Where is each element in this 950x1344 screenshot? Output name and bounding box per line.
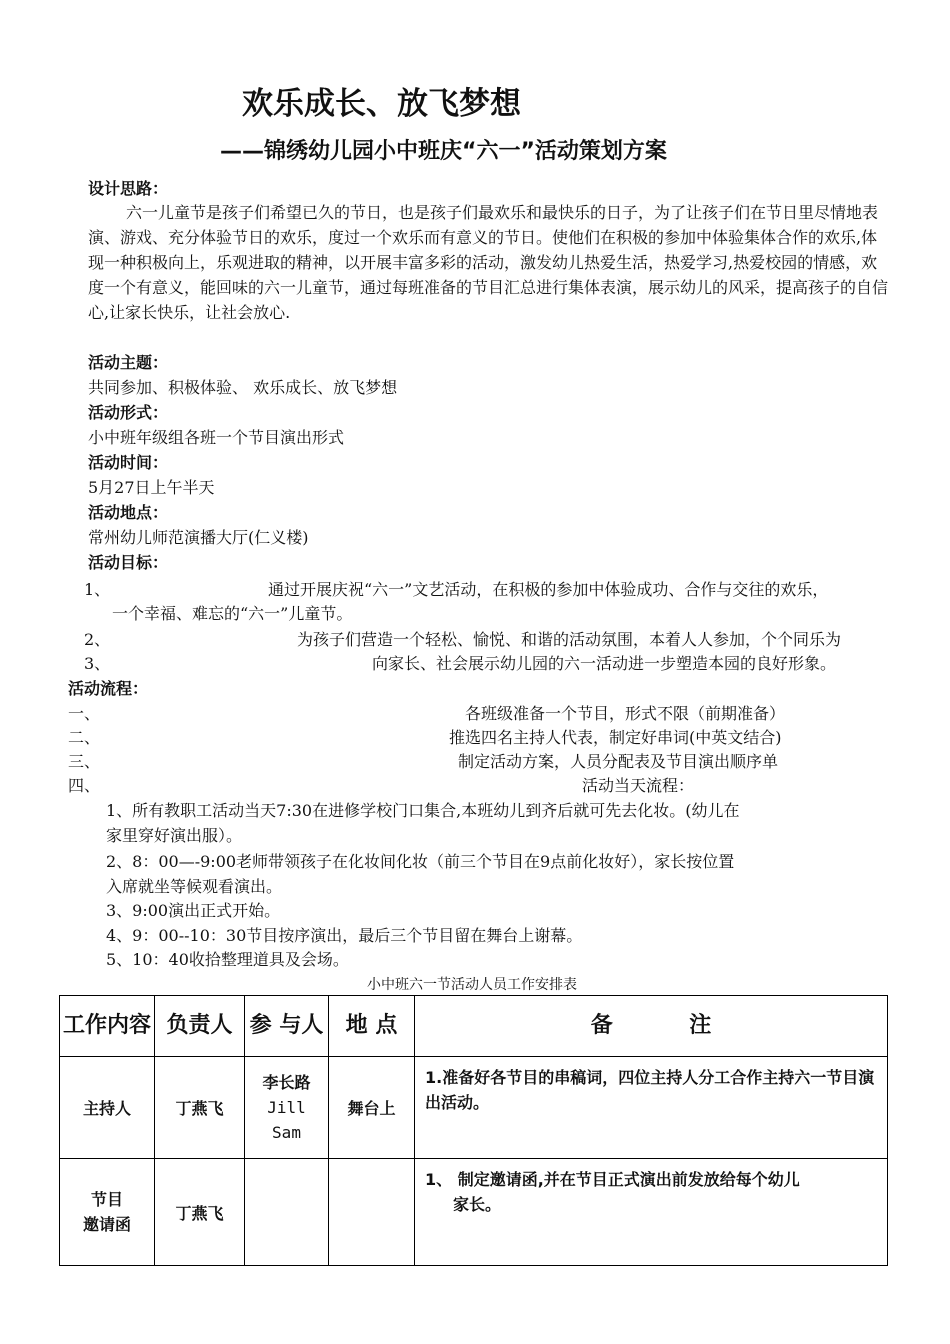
header-work: 工作内容 xyxy=(60,996,155,1057)
goal-3-num: 3、 xyxy=(84,654,111,673)
cell-work: 主持人 xyxy=(60,1057,155,1159)
day-step-5: 5、10：40收拾整理道具及会场。 xyxy=(106,950,349,969)
goal-1-text: 通过开展庆祝“六一”文艺活动，在积极的参加中体验成功、合作与交往的欢乐， xyxy=(268,580,829,599)
table-row xyxy=(60,1159,888,1266)
day-step-3: 3、9:00演出正式开始。 xyxy=(106,901,281,920)
cell-place xyxy=(329,1159,415,1266)
goals-heading: 活动目标： xyxy=(88,553,169,572)
place-heading: 活动地点： xyxy=(88,503,169,522)
header-members: 参 与人 xyxy=(245,996,329,1057)
member-name: Jill xyxy=(267,1098,306,1117)
staff-schedule-table xyxy=(59,995,888,1266)
day-step-2: 2、8：00—-9:00老师带领孩子在化妆间化妆（前三个节目在9点前化妆好），家长按位置 xyxy=(106,852,735,871)
form-heading: 活动形式： xyxy=(88,403,169,422)
design-heading: 设计思路： xyxy=(88,179,169,198)
theme-text: 共同参加、积极体验、 欢乐成长、放飞梦想 xyxy=(88,378,398,397)
process-3-text: 制定活动方案，人员分配表及节目演出顺序单 xyxy=(458,752,779,771)
goal-1-num: 1、 xyxy=(84,580,111,599)
day-step-4: 4、9：00--10：30节目按序演出，最后三个节目留在舞台上谢幕。 xyxy=(106,926,583,945)
process-1-text: 各班级准备一个节目，形式不限（前期准备） xyxy=(465,704,786,723)
header-notes: 备 注 xyxy=(415,996,888,1057)
goal-2-text: 为孩子们营造一个轻松、愉悦、和谐的活动氛围，本着人人参加，个个同乐为 xyxy=(297,630,842,649)
cell-lead: 丁燕飞 xyxy=(155,1159,245,1266)
goal-3-text: 向家长、社会展示幼儿园的六一活动进一步塑造本园的良好形象。 xyxy=(372,654,837,673)
document-title: 欢乐成长、放飞梦想 xyxy=(242,86,521,122)
day-step-2-cont: 入席就坐等候观看演出。 xyxy=(106,877,283,896)
process-3-num: 三、 xyxy=(68,752,101,771)
theme-heading: 活动主题： xyxy=(88,353,169,372)
process-4-num: 四、 xyxy=(68,776,101,795)
note-num: 1、 xyxy=(425,1170,453,1189)
cell-members xyxy=(245,1057,329,1159)
process-4-text: 活动当天流程： xyxy=(582,776,695,795)
time-text: 5月27日上午半天 xyxy=(88,478,215,497)
cell-note xyxy=(415,1159,888,1266)
cell-note: 1.准备好各节目的串稿词，四位主持人分工合作主持六一节目演出活动。 xyxy=(415,1057,888,1159)
process-heading: 活动流程： xyxy=(68,679,149,698)
goal-1-cont: 一个幸福、难忘的“六一”儿童节。 xyxy=(112,604,353,623)
cell-place: 舞台上 xyxy=(329,1057,415,1159)
table-caption: 小中班六一节活动人员工作安排表 xyxy=(367,977,577,993)
member-name: Sam xyxy=(272,1123,301,1142)
goal-2-num: 2、 xyxy=(84,630,111,649)
cell-work xyxy=(60,1159,155,1266)
cell-lead: 丁燕飞 xyxy=(155,1057,245,1159)
design-paragraph: 六一儿童节是孩子们希望已久的节日，也是孩子们最欢乐和最快乐的日子，为了让孩子们在节日里尽情地表演、游戏、充分体验节日的欢乐，度过一个欢乐而有意义的节日。使他们在积极的参加中体验集体合作的欢乐,体现一种积极向上，乐观进取的精神，以开展丰富多彩的活动，激发幼儿热爱生活，热爱学习,热爱校园的情感，欢度一个有意义，能回味的六一儿童节，通过每班准备的节目汇总进行集体表演，展示幼儿的风采，提高孩子的自信心,让家长快乐，让社会放心. xyxy=(88,203,889,322)
header-place: 地 点 xyxy=(329,996,415,1057)
note-text: 制定邀请函,并在节目正式演出前发放给每个幼儿 xyxy=(457,1170,800,1189)
day-step-1-cont: 家里穿好演出服）。 xyxy=(106,826,243,845)
process-1-num: 一、 xyxy=(68,704,101,723)
process-2-num: 二、 xyxy=(68,728,101,747)
table-row xyxy=(60,1057,888,1159)
cell-work-line: 邀请函 xyxy=(82,1215,131,1234)
place-text: 常州幼儿师范演播大厅(仁义楼) xyxy=(88,528,309,547)
cell-members xyxy=(245,1159,329,1266)
document-subtitle: ——锦绣幼儿园小中班庆“六一”活动策划方案 xyxy=(220,139,667,164)
member-name: 李长路 xyxy=(262,1073,311,1092)
form-text: 小中班年级组各班一个节目演出形式 xyxy=(88,428,345,447)
time-heading: 活动时间： xyxy=(88,453,169,472)
note-line-cont: 家长。 xyxy=(453,1195,502,1214)
header-lead: 负责人 xyxy=(155,996,245,1057)
cell-work-line: 节目 xyxy=(90,1190,123,1209)
note-line xyxy=(425,1167,879,1192)
process-2-text: 推选四名主持人代表，制定好串词(中英文结合) xyxy=(449,728,782,747)
day-step-1: 1、所有教职工活动当天7:30在进修学校门口集合,本班幼儿到齐后就可先去化妆。(幼儿在 xyxy=(106,801,740,820)
table-header-row xyxy=(60,996,888,1057)
